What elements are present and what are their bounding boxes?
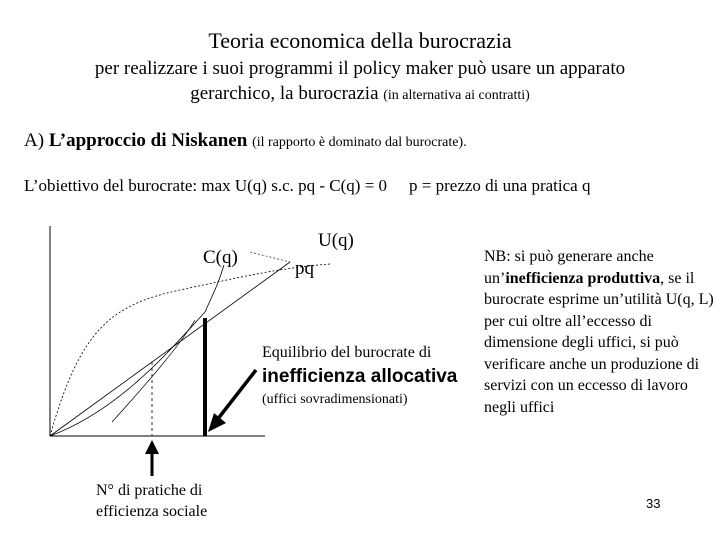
- price-definition: p = prezzo di una pratica q: [409, 176, 591, 195]
- page-number: 33: [646, 496, 661, 511]
- section-title: L’approccio di Niskanen: [48, 130, 248, 151]
- objective-text: L’obiettivo del burocrate: max U(q) s.c. pq - C(q) = 0: [24, 176, 388, 195]
- subtitle-line-1: per realizzare i suoi programmi il policy maker può usare un apparato: [94, 58, 626, 79]
- utility-label: U(q): [318, 230, 354, 251]
- slide-title: Teoria economica della burocrazia: [208, 28, 512, 53]
- social-efficiency-label: N° di pratiche di efficienza sociale: [96, 482, 208, 520]
- nb-note-prefix: NB: si può generare anche un’: [484, 248, 654, 287]
- marginal-cost-curve: [112, 320, 195, 422]
- nb-note-bold: inefficienza produttiva: [505, 269, 661, 287]
- equilibrium-arrow-head: [208, 413, 226, 432]
- cost-curve: [50, 312, 205, 436]
- utility-leader: [250, 252, 290, 262]
- subtitle-line-2-main: gerarchico, la burocrazia: [190, 83, 379, 104]
- subtitle-line-2-small: (in alternativa ai contratti): [383, 88, 530, 103]
- nb-note: [484, 246, 716, 418]
- equilibrium-label-3: (uffici sovradimensionati): [262, 392, 408, 407]
- revenue-label: pq: [295, 258, 314, 279]
- nb-note-suffix: , se il burocrate esprime un’utilità U(q, L) per cui oltre all’eccesso di dimensione degli uffici, si può verificare anche un produzione di servizi con un eccesso di lavoro negli uffici: [484, 269, 714, 416]
- cost-label: C(q): [203, 247, 238, 268]
- equilibrium-label-1: Equilibrio del burocrate di: [262, 344, 432, 361]
- social-arrow-head: [145, 440, 159, 454]
- cost-curve-upper: [205, 265, 224, 312]
- section-note: (il rapporto è dominato dal burocrate).: [252, 135, 467, 150]
- revenue-line: [50, 262, 290, 436]
- section-label: A): [24, 130, 45, 151]
- equilibrium-arrow-shaft: [217, 370, 256, 420]
- equilibrium-label-2: inefficienza allocativa: [262, 366, 458, 387]
